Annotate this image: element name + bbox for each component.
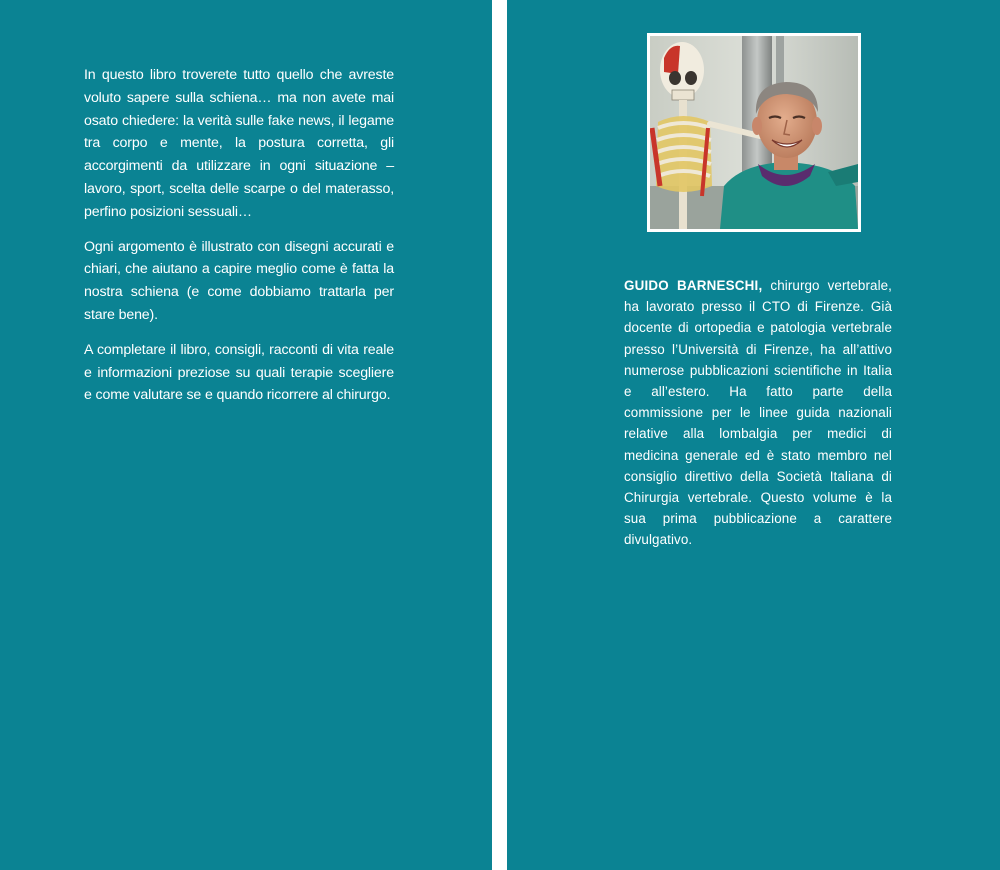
author-bio-text: chirurgo vertebrale, ha lavorato presso il CTO di Firenze. Già docente di ortopedia e patologia vertebrale presso l’Università di Firenze, ha all’attivo numerose pubblicazioni scientifiche in Italia e all’estero. Ha fatto parte della commissione per le linee guida nazionali relative alla lombalgia per medici di medicina generale ed è stato membro nel consiglio direttivo della Società Italiana di Chirurgia vertebrale. Questo volume è la sua prima pubblicazione a carattere divulgativo.	[624, 278, 893, 548]
author-photo-image	[650, 36, 858, 229]
back-flap-text	[84, 64, 394, 419]
author-bio	[624, 275, 892, 551]
author-flap	[507, 0, 1000, 870]
paragraph-illustrations: Ogni argomento è illustrato con disegni accurati e chiari, che aiutano a capire meglio come è fatta la nostra schiena (e come dobbiamo trattarla per stare bene).	[84, 238, 394, 323]
author-name: GUIDO BARNESCHI,	[624, 278, 763, 293]
paragraph-conclusion: A completare il libro, consigli, racconti di vita reale e informazioni preziose su quali terapie scegliere e come valutare se e quando ricorrere al chirurgo.	[84, 341, 394, 404]
paragraph-intro: In questo libro troverete tutto quello che avreste voluto sapere sulla schiena… ma non avete mai osato chiedere: la verità sulle fake news, il legame tra corpo e mente, la postura corretta, gli accorgimenti da utilizzare in ogni situazione – lavoro, sport, scelta delle scarpe o del materasso, perfino posizioni sessuali…	[84, 67, 394, 220]
author-photo	[647, 33, 861, 232]
back-flap	[0, 0, 492, 870]
